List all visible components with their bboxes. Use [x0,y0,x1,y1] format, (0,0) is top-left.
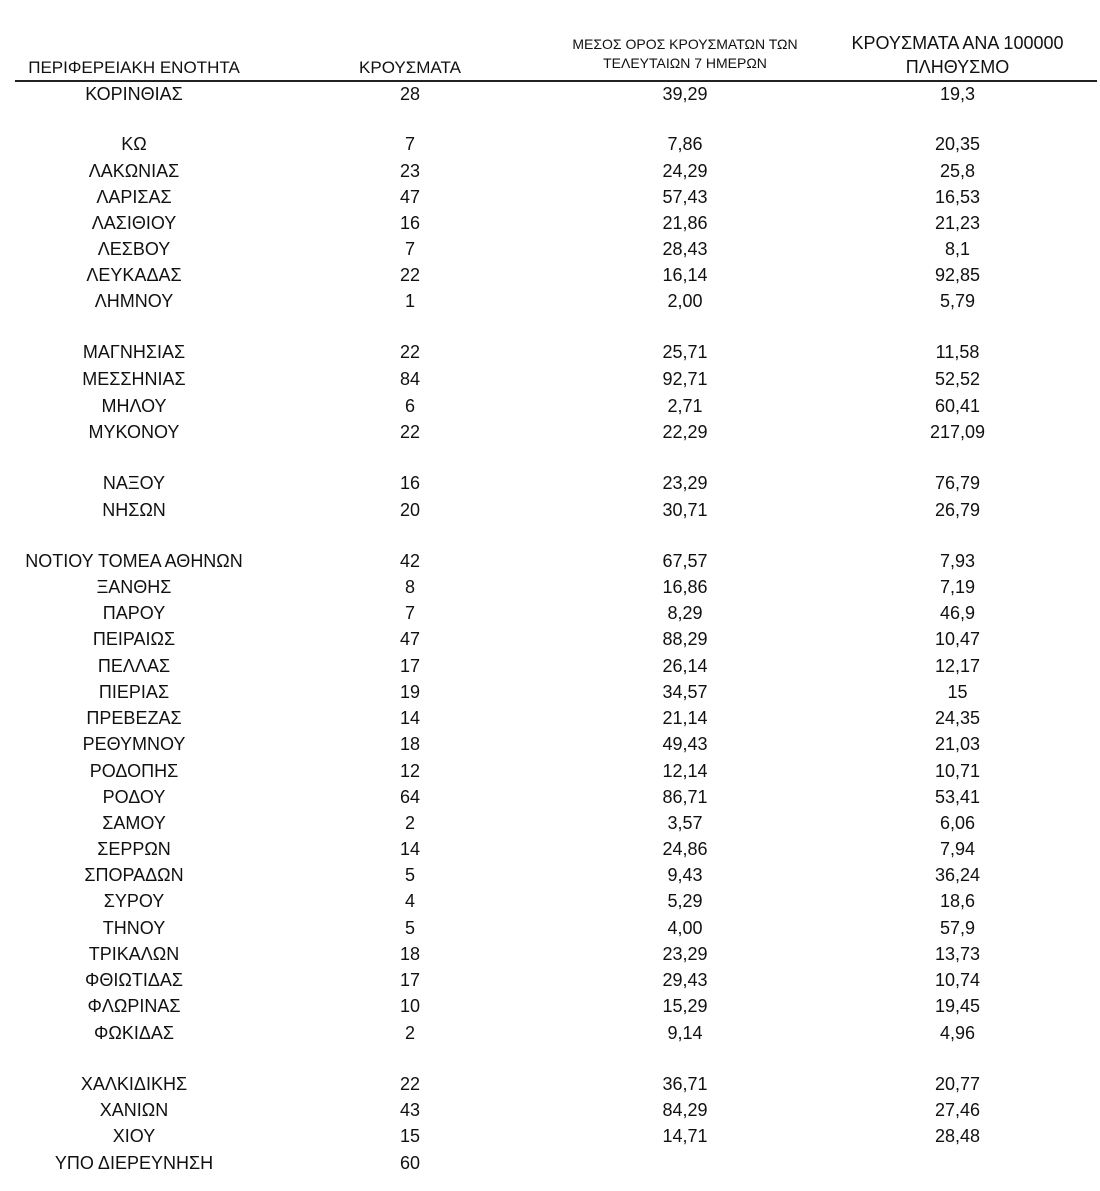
per100k-cell: 8,1 [944,239,971,259]
per100k-cell: 27,46 [934,1100,981,1120]
per100k-cell: 12,17 [934,656,981,676]
region-cell: ΦΩΚΙΔΑΣ [94,1023,174,1043]
region-cell: ΛΗΜΝΟΥ [94,291,174,311]
column-header-avg7-line1: ΜΕΣΟΣ ΟΡΟΣ ΚΡΟΥΣΜΑΤΩΝ ΤΩΝ [572,36,798,52]
per100k-cell: 7,93 [939,551,976,571]
avg7-cell: 92,71 [662,369,708,389]
region-cell: ΛΑΣΙΘΙΟΥ [91,213,177,233]
avg7-cell: 36,71 [662,1074,708,1094]
per100k-cell: 20,77 [934,1074,981,1094]
region-cell: ΡΟΔΟΠΗΣ [89,761,179,781]
avg7-cell: 67,57 [662,551,708,571]
avg7-cell: 21,86 [662,213,708,233]
cases-cell: 14 [399,839,421,859]
cases-cell: 2 [404,813,415,833]
per100k-cell: 18,6 [939,891,976,911]
region-cell: ΜΗΛΟΥ [101,396,167,416]
per100k-cell: 52,52 [934,369,981,389]
cases-cell: 47 [399,629,421,649]
avg7-cell: 3,57 [667,813,703,833]
avg7-cell: 9,14 [667,1023,703,1043]
cases-cell: 47 [399,187,421,207]
cases-cell: 22 [399,265,421,285]
region-cell: ΠΑΡΟΥ [102,603,166,623]
avg7-cell: 21,14 [662,708,708,728]
cases-cell: 64 [399,787,421,807]
per100k-cell: 53,41 [934,787,981,807]
region-cell: ΣΠΟΡΑΔΩΝ [84,865,184,885]
region-cell: ΧΙΟΥ [112,1126,156,1146]
region-cell: ΣΕΡΡΩΝ [97,839,171,859]
avg7-cell: 57,43 [662,187,708,207]
cases-cell: 6 [404,396,415,416]
cases-cell: 5 [404,918,415,938]
cases-cell: 8 [404,577,415,597]
avg7-cell: 15,29 [662,996,708,1016]
per100k-cell: 7,94 [939,839,976,859]
cases-cell: 1 [404,291,415,311]
per100k-cell: 76,79 [934,473,981,493]
per100k-cell: 11,58 [935,342,980,362]
per100k-cell: 28,48 [934,1126,981,1146]
region-cell: ΥΠΟ ΔΙΕΡΕΥΝΗΣΗ [54,1153,214,1173]
cases-cell: 18 [399,944,421,964]
region-cell: ΛΑΚΩΝΙΑΣ [88,161,180,181]
column-header-cases: ΚΡΟΥΣΜΑΤΑ [359,58,461,77]
avg7-cell: 9,43 [667,865,703,885]
avg7-cell: 8,29 [667,603,703,623]
region-cell: ΤΗΝΟΥ [102,918,166,938]
header-divider [15,80,1097,82]
region-cell: ΣΑΜΟΥ [102,813,166,833]
cases-cell: 20 [399,500,421,520]
per100k-cell: 21,03 [934,734,981,754]
region-cell: ΛΑΡΙΣΑΣ [96,187,172,207]
avg7-cell: 30,71 [662,500,708,520]
per100k-cell: 19,45 [934,996,981,1016]
avg7-cell: 26,14 [662,656,708,676]
cases-cell: 16 [399,213,421,233]
cases-cell: 4 [404,891,415,911]
region-cell: ΜΥΚΟΝΟΥ [88,422,180,442]
region-cell: ΡΕΘΥΜΝΟΥ [82,734,186,754]
per100k-cell: 13,73 [934,944,981,964]
region-cell: ΣΥΡΟΥ [103,891,165,911]
region-cell: ΧΑΛΚΙΔΙΚΗΣ [80,1074,188,1094]
cases-cell: 22 [399,422,421,442]
avg7-cell: 23,29 [662,944,708,964]
cases-cell: 14 [399,708,421,728]
avg7-cell: 84,29 [662,1100,708,1120]
region-cell: ΠΕΙΡΑΙΩΣ [92,629,176,649]
cases-cell: 17 [399,970,421,990]
avg7-cell: 2,71 [667,396,703,416]
region-cell: ΠΡΕΒΕΖΑΣ [86,708,182,728]
column-header-avg7 [550,35,820,73]
per100k-cell: 10,71 [934,761,981,781]
avg7-cell: 28,43 [662,239,708,259]
avg7-cell: 49,43 [662,734,708,754]
per100k-cell: 26,79 [934,500,981,520]
per100k-cell: 46,9 [939,603,976,623]
cases-cell: 10 [399,996,421,1016]
avg7-cell: 5,29 [667,891,703,911]
region-cell: ΝΑΞΟΥ [102,473,166,493]
cases-cell: 23 [399,161,421,181]
avg7-cell: 24,86 [662,839,708,859]
cases-cell: 22 [399,1074,421,1094]
region-cell: ΤΡΙΚΑΛΩΝ [88,944,180,964]
column-header-per100k-line2: ΠΛΗΘΥΣΜΟ [905,57,1010,77]
region-cell: ΚΟΡΙΝΘΙΑΣ [85,84,183,104]
region-cell: ΝΗΣΩΝ [102,500,166,520]
per100k-cell: 4,96 [939,1023,976,1043]
per100k-cell: 10,47 [934,629,981,649]
cases-cell: 84 [399,369,421,389]
region-cell: ΠΙΕΡΙΑΣ [98,682,170,702]
region-cell: ΛΕΣΒΟΥ [97,239,171,259]
cases-cell: 2 [404,1023,415,1043]
cases-cell: 43 [399,1100,421,1120]
per100k-cell: 25,8 [939,161,976,181]
cases-cell: 16 [399,473,421,493]
avg7-cell: 22,29 [662,422,708,442]
per100k-cell: 5,79 [939,291,976,311]
cases-cell: 28 [399,84,421,104]
avg7-cell: 14,71 [662,1126,708,1146]
avg7-cell: 39,29 [662,84,708,104]
region-cell: ΜΕΣΣΗΝΙΑΣ [82,369,186,389]
avg7-cell: 2,00 [667,291,703,311]
avg7-cell: 12,14 [662,761,708,781]
cases-cell: 7 [404,239,415,259]
per100k-cell: 10,74 [934,970,981,990]
cases-cell: 22 [399,342,421,362]
cases-cell: 17 [399,656,421,676]
per100k-cell: 24,35 [934,708,981,728]
column-header-per100k-line1: ΚΡΟΥΣΜΑΤΑ ΑΝΑ 100000 [851,33,1064,53]
avg7-cell: 86,71 [662,787,708,807]
cases-cell: 18 [399,734,421,754]
cases-cell: 60 [399,1153,421,1173]
region-cell: ΦΘΙΩΤΙΔΑΣ [85,970,183,990]
cases-cell: 7 [404,134,415,154]
region-cell: ΛΕΥΚΑΔΑΣ [86,265,182,285]
avg7-cell: 88,29 [662,629,708,649]
per100k-cell: 19,3 [939,84,976,104]
avg7-cell: 29,43 [662,970,708,990]
per100k-cell: 16,53 [934,187,981,207]
avg7-cell: 23,29 [662,473,708,493]
avg7-cell: 4,00 [667,918,703,938]
region-cell: ΝΟΤΙΟΥ ΤΟΜΕΑ ΑΘΗΝΩΝ [25,551,243,571]
region-cell: ΚΩ [121,134,147,154]
per100k-cell: 6,06 [939,813,976,833]
column-header-per100k [830,31,1085,79]
cases-cell: 19 [399,682,421,702]
avg7-cell: 24,29 [662,161,708,181]
column-header-region: ΠΕΡΙΦΕΡΕΙΑΚΗ ΕΝΟΤΗΤΑ [28,58,240,77]
cases-cell: 15 [399,1126,421,1146]
cases-cell: 12 [399,761,421,781]
per100k-cell: 57,9 [939,918,976,938]
per100k-cell: 7,19 [939,577,976,597]
per100k-cell: 92,85 [934,265,981,285]
avg7-cell: 34,57 [662,682,708,702]
region-cell: ΡΟΔΟΥ [102,787,166,807]
per100k-cell: 15 [947,682,968,702]
region-cell: ΦΛΩΡΙΝΑΣ [87,996,181,1016]
region-cell: ΞΑΝΘΗΣ [96,577,172,597]
cases-cell: 5 [404,865,415,885]
cases-cell: 42 [399,551,421,571]
avg7-cell: 7,86 [667,134,703,154]
per100k-cell: 21,23 [934,213,981,233]
per100k-cell: 60,41 [934,396,981,416]
region-cell: ΜΑΓΝΗΣΙΑΣ [82,342,186,362]
region-cell: ΠΕΛΛΑΣ [97,656,171,676]
region-cell: ΧΑΝΙΩΝ [99,1100,169,1120]
per100k-cell: 20,35 [934,134,981,154]
avg7-cell: 16,14 [662,265,708,285]
cases-cell: 7 [404,603,415,623]
avg7-cell: 16,86 [662,577,708,597]
per100k-cell: 36,24 [934,865,981,885]
avg7-cell: 25,71 [662,342,708,362]
column-header-avg7-line2: ΤΕΛΕΥΤΑΙΩΝ 7 ΗΜΕΡΩΝ [603,55,767,71]
per100k-cell: 217,09 [929,422,986,442]
